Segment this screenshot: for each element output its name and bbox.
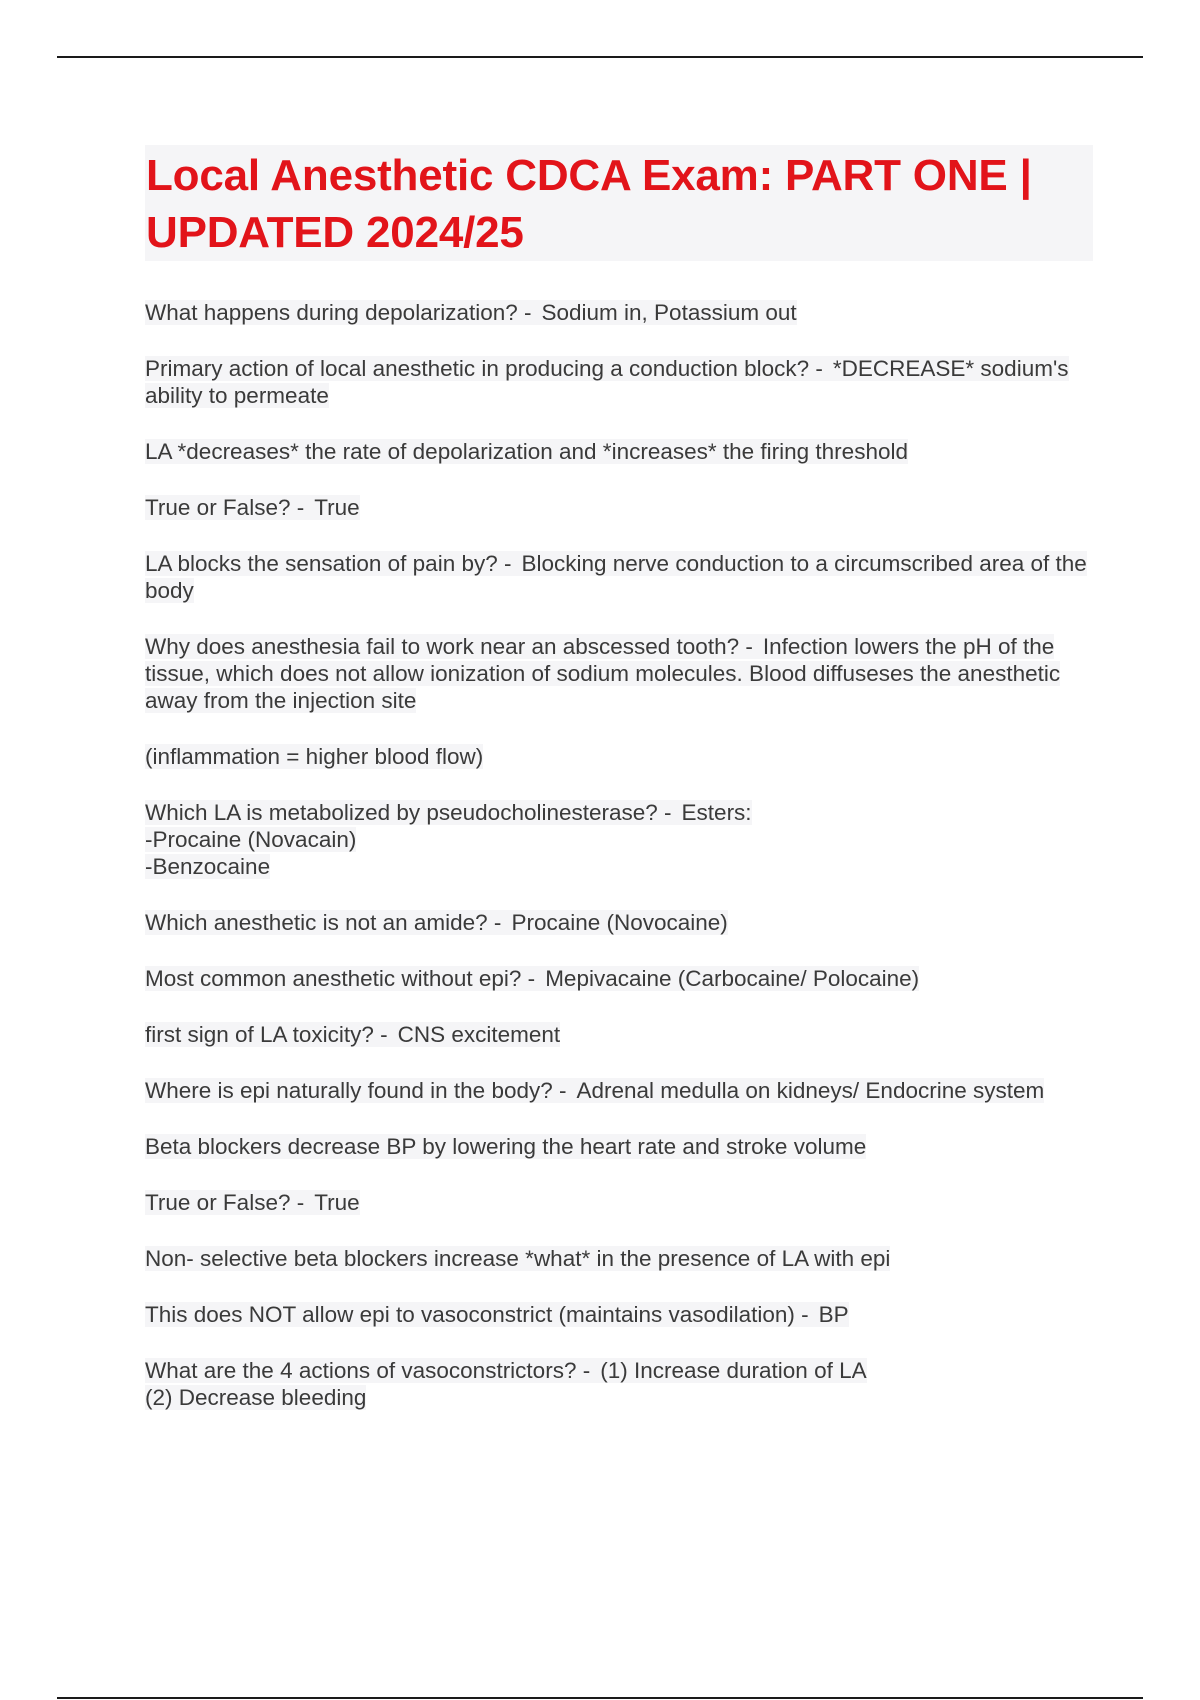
question-text: True or False? - [145,495,305,520]
bottom-rule [57,1697,1143,1699]
qa-item [145,633,1095,714]
answer-line: -Benzocaine [145,854,271,879]
answer-text: (1) Increase duration of LA [600,1358,867,1383]
qa-list [145,299,1095,1411]
question-text: Which anesthetic is not an amide? - [145,910,502,935]
question-text: What happens during depolarization? - [145,300,532,325]
qa-item [145,965,1095,992]
answer-text: True [314,1190,360,1215]
statement-text: Non- selective beta blockers increase *what* in the presence of LA with epi [145,1246,891,1271]
answer-text: Mepivacaine (Carbocaine/ Polocaine) [545,966,920,991]
qa-item [145,1133,1095,1160]
answer-text: *DECREASE* sodium's ability to permeate [145,356,1069,408]
qa-item [145,438,1095,465]
qa-item [145,1021,1095,1048]
qa-item [145,1301,1095,1328]
qa-item [145,1357,1095,1411]
question-text: This does NOT allow epi to vasoconstrict (maintains vasodilation) - [145,1302,809,1327]
answer-text: Sodium in, Potassium out [541,300,797,325]
question-text: Why does anesthesia fail to work near an abscessed tooth? - [145,634,753,659]
document-body [145,145,1095,1440]
question-text: What are the 4 actions of vasoconstrictors? - [145,1358,591,1383]
answer-line: -Procaine (Novacain) [145,827,357,852]
question-text: Primary action of local anesthetic in producing a conduction block? - [145,356,823,381]
qa-item [145,1189,1095,1216]
answer-text: Esters: [681,800,752,825]
question-text: Most common anesthetic without epi? - [145,966,536,991]
answer-line: (2) Decrease bleeding [145,1385,367,1410]
qa-item [145,494,1095,521]
question-text: Which LA is metabolized by pseudocholinesterase? - [145,800,672,825]
qa-item [145,1245,1095,1272]
answer-text: Procaine (Novocaine) [511,910,728,935]
question-text: first sign of LA toxicity? - [145,1022,388,1047]
answer-text: Blocking nerve conduction to a circumscribed area of the body [145,551,1087,603]
qa-item [145,355,1095,409]
qa-item [145,1077,1095,1104]
question-text: True or False? - [145,1190,305,1215]
answer-text: Infection lowers the pH of the tissue, which does not allow ionization of sodium molecules. Blood diffuseses the anesthetic away from the injection site [145,634,1061,713]
top-rule [57,56,1143,58]
statement-text: Beta blockers decrease BP by lowering the heart rate and stroke volume [145,1134,867,1159]
qa-item [145,799,1095,880]
answer-text: Adrenal medulla on kidneys/ Endocrine system [576,1078,1045,1103]
qa-item [145,743,1095,770]
statement-text: LA *decreases* the rate of depolarization and *increases* the firing threshold [145,439,908,464]
qa-item [145,909,1095,936]
answer-text: True [314,495,360,520]
title-block [145,145,1093,261]
qa-item [145,299,1095,326]
question-text: Where is epi naturally found in the body? - [145,1078,567,1103]
answer-text: CNS excitement [397,1022,561,1047]
statement-text: (inflammation = higher blood flow) [145,744,484,769]
question-text: LA blocks the sensation of pain by? - [145,551,512,576]
answer-text: BP [818,1302,849,1327]
qa-item [145,550,1095,604]
page-title: Local Anesthetic CDCA Exam: PART ONE | UPDATED 2024/25 [146,151,1032,257]
